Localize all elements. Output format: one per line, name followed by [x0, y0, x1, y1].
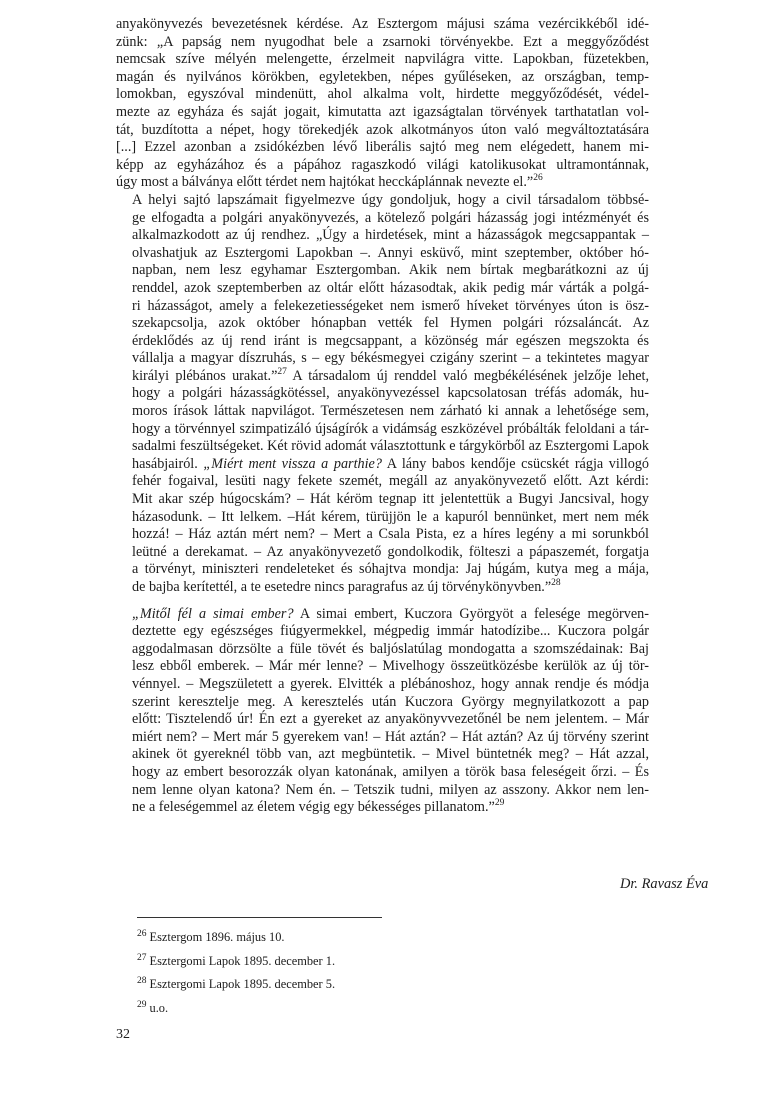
footnote-ref-28[interactable]: 28 — [551, 578, 561, 588]
text-line-with-italic-title — [116, 606, 649, 624]
text-line-content: de bajba kerítettél, a te esetedre nincs paragrafus az új törvénykönyvben.” — [132, 579, 552, 595]
text-line: előtt: Tisztelendő úr! Én ezt a gyereket az anyakönyvvezetőnél be nem jelentem. – Már — [132, 711, 649, 728]
text-line: A helyi sajtó lapszámait figyelmezve úgy gondoljuk, hogy a civil társadalom többsé- — [132, 191, 649, 208]
text-line: hozzá! – Ház aztán mért nem? – Mert a Csala Pista, ez a híres legény a mi sorunkból — [132, 526, 649, 543]
footnote-ref-27[interactable]: 27 — [277, 366, 287, 377]
text-line: moros írások láttak napvilágot. Természetesen nem zárható ki annak a lehetősége sem, — [132, 403, 649, 420]
text-line-with-italic-title — [116, 456, 649, 474]
text-line: szekapcsolja, azok október hónapban vették fel Hymen polgári rózsaláncát. Az — [132, 315, 649, 332]
text-line-content: A simai embert, Kuczora Györgyöt a felesége megörven- — [293, 605, 649, 622]
footnote-number: 27 — [137, 952, 147, 963]
text-line: a törvényt, miniszteri rendeleteket és sóhajtva mondja: Jaj húgám, kutya meg a mája, — [132, 561, 649, 578]
footnote-text: u.o. — [149, 1000, 169, 1015]
footnote-text: Esztergom 1896. május 10. — [149, 930, 285, 944]
author-signature: Dr. Ravasz Éva — [620, 876, 709, 892]
anecdote-title: „Miért ment vissza a parthie? — [203, 455, 382, 472]
text-line: ri házasságot, amely a felekezetiességeket nem ismerő híveket törvényes úton is ösz- — [132, 297, 649, 314]
anecdote-title: „Mitől fél a simai ember? — [132, 605, 294, 622]
text-line: ge elfogadta a polgári anyakönyvezés, a kötelező polgári házasság jogi intézményét és — [132, 209, 649, 226]
footnote-ref-26[interactable]: 26 — [533, 173, 543, 184]
paragraph-1 — [116, 16, 649, 192]
text-line: [...] Ezzel azonban a zsidókézben lévő liberális sajtó meg nem elégedett, hanem mi- — [116, 139, 649, 156]
text-line: fehér fogaival, lesüti nagy fekete szemét, megáll az anyakönyvezető előtt. Azt kérdi: — [132, 473, 649, 490]
text-line — [116, 799, 649, 817]
text-line: leütné a derekamat. – Az anyakönyvezető gondolkodik, fölteszi a pápaszemét, forgatja — [132, 543, 649, 560]
text-line: miért nem? – Mert már 5 gyerekem van! – Hát aztán? – Hát aztán? Az új törvény szerint — [132, 728, 649, 745]
text-line: képp az egyházához és a pápához ragaszkodó világi katolikusokat ultramontánnak, — [116, 156, 649, 173]
text-line-content: A társadalom új renddel való megbékélésének jelzője lehet, — [286, 367, 649, 384]
text-line: lesz ebből emberek. – Már mér lenne? – Mivelhogy összeütközésbe kerülök az új tör- — [132, 658, 649, 675]
text-line: szerint keresztelje meg. A keresztelés után Kuczora György megnyilatkozott a pap — [132, 693, 649, 710]
text-line: érdeklődés az új rend iránt is megcsappant, a közönség már egészen megszokta és — [132, 332, 649, 349]
text-line-content: úgy most a bálványa előtt térdet nem hajtókat hecckáplánnak nevezte el.” — [116, 174, 534, 191]
text-line: zünk: „A papság nem nyugodhat bele a zsarnoki törvényekbe. Ezt a meggyőződést — [116, 33, 649, 50]
text-line: anyakönyvezés bevezetésnek kérdése. Az Esztergom májusi száma vezércikkéből idé- — [116, 16, 649, 32]
text-line: sadalmi feszültségeket. Két rövid adomát választottunk e tárgykörből az Esztergomi Lapok — [132, 438, 649, 455]
page-number: 32 — [116, 1027, 130, 1042]
text-line: hogy az embert besorozzák olyan katonának, amilyen a török basa feleségeit őrzi. – És — [132, 763, 649, 780]
text-line: deztette egy egészséges fiúgyermekkel, mégpedig immár hatodízibe... Kuczora polgár — [132, 623, 649, 640]
footnotes — [137, 924, 335, 1018]
footnote-27 — [137, 948, 335, 972]
text-line — [116, 174, 649, 192]
text-line: mezte az egyháza és saját jogait, kimutatta azt igazságtalan törvények tarthatatlan vol- — [116, 103, 649, 120]
text-line-content: ne a feleségemmel az életem végig egy békességes pillanatom.” — [132, 799, 495, 816]
text-line: lomokban, egyszóval mindenütt, ahol alkalma volt, hirdette meggyőződését, védel- — [116, 86, 649, 103]
text-line: vénnyel. – Megszületett a gyerek. Elvitték a plébánoshoz, hogy annak rendje és módja — [132, 675, 649, 692]
text-line-content: hasábjairól. — [132, 455, 204, 472]
text-line: magán és nyilvános körökben, egyletekben, népes gyűléseken, az országban, temp- — [116, 68, 649, 85]
text-line: akinek öt gyereknél több van, azt megbüntetik. – Mivel büntetnék meg? – Hát azzal, — [132, 746, 649, 763]
text-line: aggodalmasan dörzsölte a füle tövét és baljóslatúlag mondogatta a szomszédainak: Baj — [132, 640, 649, 657]
footnote-number: 26 — [137, 929, 147, 939]
footnote-number: 29 — [137, 999, 147, 1010]
text-line: alkalmazkodott az új rendhez. „Úgy a hirdetések, mint a házasságok megcsappantak – — [132, 227, 649, 244]
text-line: házasodunk. – Itt lelkem. –Hát kérem, türüjjön le a kapuról bennünket, mert nem mék — [132, 508, 649, 525]
text-line: olvashatjuk az Esztergomi Lapokban –. Annyi esküvő, mint szeptember, október hó- — [132, 244, 649, 261]
paragraph-3 — [116, 606, 649, 817]
text-line: nem lenne olyan katona? Nem én. – Tetszik tudni, milyen az asszony. Akkor nem len- — [132, 781, 649, 798]
text-line: renddel, azok szeptemberben az oltár előtt házasodtak, akik pedig már várták a polgá- — [132, 279, 649, 296]
body-text — [116, 16, 649, 817]
footnote-28 — [137, 971, 335, 995]
footnote-text: Esztergomi Lapok 1895. december 5. — [149, 977, 336, 992]
text-line: napban, nem lesz egyhamar Esztergomban. Akik nem bírtak megbarátkozni az új — [132, 262, 649, 279]
text-line — [116, 579, 649, 597]
footnote-text: Esztergomi Lapok 1895. december 1. — [149, 953, 336, 968]
footnote-ref-29[interactable]: 29 — [494, 798, 505, 809]
text-line: Mit akar szép húgocskám? – Hát kéröm tegnap itt jelentettük a Bugyi Jancsival, hogy — [132, 491, 649, 508]
footnote-26 — [137, 924, 335, 948]
paragraph-2 — [116, 192, 649, 597]
text-line: nemcsak szíve mélyén melengette, érzelmeit napvilágra vitte. Lapokban, füzetekben, — [116, 51, 649, 68]
text-line: vállalja a magyar díszruhás, s – egy békésmegyei czigány szerint – a tekintetes magyar — [132, 350, 649, 367]
text-line-with-note-27 — [116, 368, 649, 386]
footnote-number: 28 — [137, 976, 147, 987]
footnote-divider — [137, 917, 382, 918]
text-line: hogy a törvénnyel szimpatizáló újságírók a vidámság eszközével próbálták feloldani a tár- — [132, 420, 649, 437]
text-line: tát, buzdította a népet, hogy törekedjék azok alkotmányos úton való megváltoztatására — [116, 121, 649, 138]
text-line-content: A lány babos kendője csücskét rágja villogó — [381, 455, 650, 472]
footnote-29 — [137, 995, 335, 1019]
text-line-content: királyi plébános urakat.” — [132, 367, 278, 384]
text-line: hogy a polgári házasságkötéssel, anyakönyvezéssel kapcsolatosan tréfás adomák, hu- — [132, 385, 649, 402]
